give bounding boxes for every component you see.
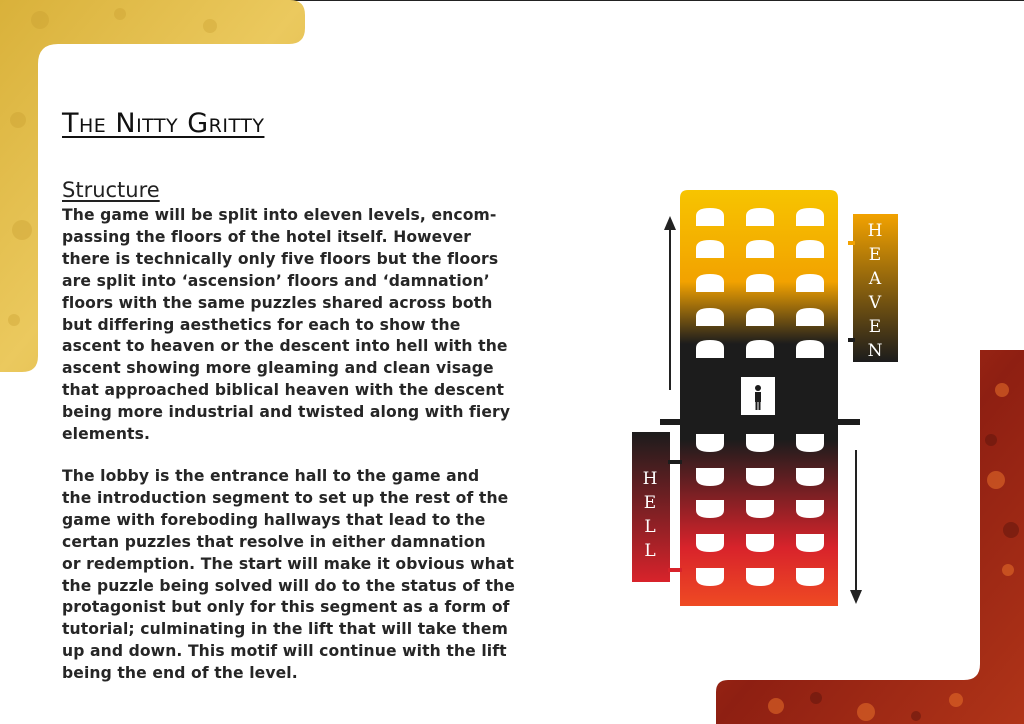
paragraph-line: the introduction segment to set up the rest of the [62, 488, 509, 507]
paragraph-line: ascent to heaven or the descent into hell with the [62, 337, 508, 356]
lobby-ledge [660, 419, 860, 425]
paragraph-line: game with foreboding hallways that lead to the [62, 510, 486, 529]
paragraph-line: protagonist but only for this segment as a form of [62, 598, 510, 617]
heaven-letter: H [867, 221, 883, 241]
paragraph-line: passing the floors of the hotel itself. However [62, 227, 472, 246]
hell-letter: E [643, 493, 657, 513]
heaven-letter: V [868, 293, 882, 313]
structure-paragraph-1 [62, 205, 540, 446]
section-heading-structure: Structure [62, 178, 160, 202]
paragraph-line: elements. [62, 425, 150, 444]
banner-bracket [668, 568, 682, 572]
banner-bracket [848, 241, 855, 245]
paragraph-line: the puzzle being solved will do to the status of the [62, 576, 515, 595]
ascend-arrow-icon [664, 216, 676, 390]
banner-bracket [668, 460, 682, 464]
page-title: The Nitty Gritty [62, 108, 265, 139]
heaven-letter: E [868, 245, 882, 265]
structure-paragraph-2 [62, 466, 540, 685]
hotel-tower-diagram [630, 188, 900, 608]
hell-letter: L [644, 517, 656, 537]
paragraph-line: that approached biblical heaven with the descent [62, 381, 505, 400]
hell-letter: L [644, 541, 656, 561]
descend-arrow-icon [850, 450, 862, 604]
paragraph-line: ascent showing more gleaming and clean visage [62, 359, 494, 378]
paragraph-line: certan puzzles that resolve in either damnation [62, 532, 486, 551]
heaven-letter: A [868, 269, 882, 289]
paragraph-line: being more industrial and twisted along with fiery [62, 403, 511, 422]
paragraph-line: there is technically only five floors but the floors [62, 249, 499, 268]
heaven-letter: N [867, 341, 883, 361]
paragraph-line: The game will be split into eleven levels, encom- [62, 206, 497, 224]
paragraph-line: up and down. This motif will continue with the lift [62, 642, 507, 661]
banner-bracket [848, 338, 855, 342]
hell-letter: H [642, 469, 658, 489]
paragraph-line: but differing aesthetics for each to show the [62, 315, 461, 334]
paragraph-line: The lobby is the entrance hall to the game and [62, 467, 480, 485]
heaven-letter: E [868, 317, 882, 337]
paragraph-line: floors with the same puzzles shared across both [62, 293, 493, 312]
paragraph-line: tutorial; culminating in the lift that will take them [62, 620, 508, 639]
paragraph-line: being the end of the level. [62, 664, 298, 683]
paragraph-line: are split into ‘ascension’ floors and ‘damnation’ [62, 271, 490, 290]
paragraph-line: or redemption. The start will make it obvious what [62, 554, 515, 573]
